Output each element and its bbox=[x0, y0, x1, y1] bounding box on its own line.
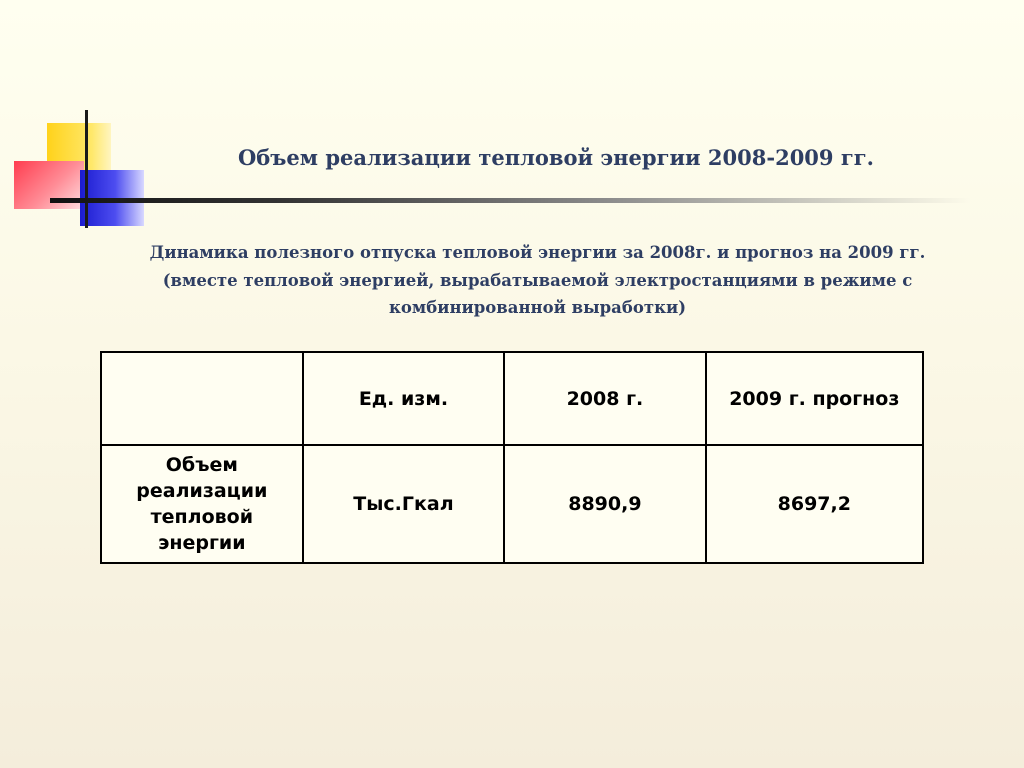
slide-title: Объем реализации тепловой энергии 2008-2009 гг. bbox=[238, 145, 874, 170]
header-cell-unit: Ед. изм. bbox=[303, 352, 505, 445]
subtitle-line-1: Динамика полезного отпуска тепловой энергии за 2008г. и прогноз на 2009 гг. bbox=[149, 243, 926, 262]
header-cell-empty bbox=[101, 352, 303, 445]
title-underline bbox=[50, 198, 970, 203]
header-cell-2008: 2008 г. bbox=[504, 352, 705, 445]
unit-cell: Тыс.Гкал bbox=[303, 445, 505, 563]
table-header-row bbox=[101, 352, 923, 445]
decorative-logo bbox=[0, 0, 160, 240]
row-label-cell: Объем реализации тепловой энергии bbox=[101, 445, 303, 563]
header-cell-2009-forecast: 2009 г. прогноз bbox=[706, 352, 923, 445]
slide-subtitle bbox=[110, 238, 965, 321]
logo-vertical-line bbox=[85, 110, 88, 228]
value-2009-cell: 8697,2 bbox=[706, 445, 923, 563]
table-row bbox=[101, 445, 923, 563]
data-table bbox=[100, 351, 924, 564]
subtitle-line-2: (вместе тепловой энергией, вырабатываемой электростанциями в режиме с комбинированной выработки) bbox=[162, 271, 913, 317]
value-2008-cell: 8890,9 bbox=[504, 445, 705, 563]
